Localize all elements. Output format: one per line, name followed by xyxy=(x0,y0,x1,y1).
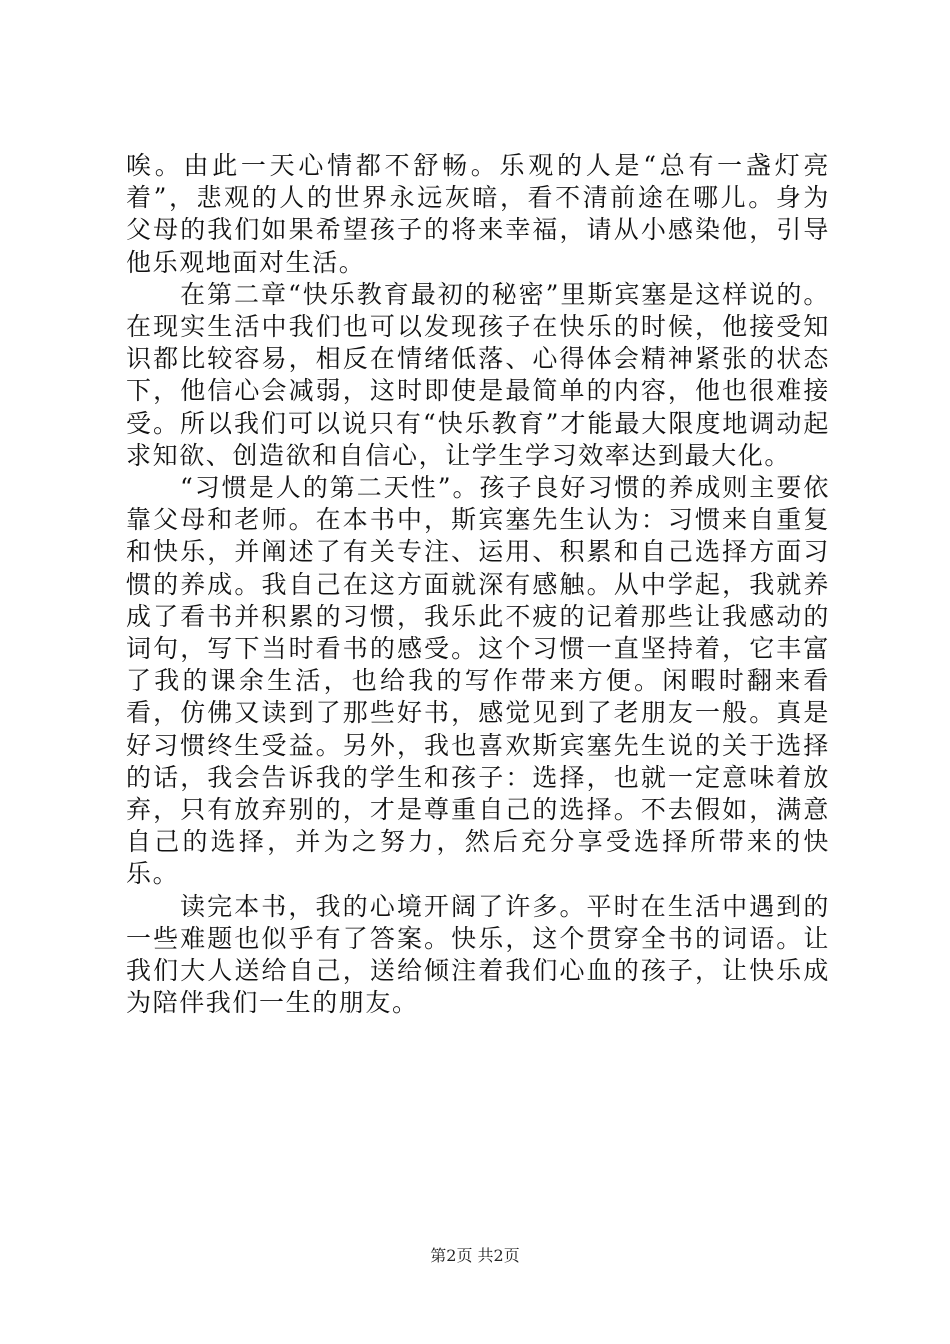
paragraph-2: 在第二章“快乐教育最初的秘密”里斯宾塞是这样说的。在现实生活中我们也可以发现孩子在快乐的时候，他接受知识都比较容易，相反在情绪低落、心得体会精神紧张的状态下，他信心会减弱，这时即使是最简单的内容，他也很难接受。所以我们可以说只有“快乐教育”才能最大限度地调动起求知欲、创造欲和自信心，让学生学习效率达到最大化。 xyxy=(126,279,830,470)
paragraph-1: 唉。由此一天心情都不舒畅。乐观的人是“总有一盏灯亮着”，悲观的人的世界永远灰暗，看不清前途在哪儿。身为父母的我们如果希望孩子的将来幸福，请从小感染他，引导他乐观地面对生活。 xyxy=(126,151,830,277)
paragraph-3: “习惯是人的第二天性”。孩子良好习惯的养成则主要依靠父母和老师。在本书中，斯宾塞先生认为：习惯来自重复和快乐，并阐述了有关专注、运用、积累和自己选择方面习惯的养成。我自己在这方面就深有感触。从中学起，我就养成了看书并积累的习惯，我乐此不疲的记着那些让我感动的词句，写下当时看书的感受。这个习惯一直坚持着，它丰富了我的课余生活，也给我的写作带来方便。闲暇时翻来看看，仿佛又读到了那些好书，感觉见到了老朋友一般。真是好习惯终生受益。另外，我也喜欢斯宾塞先生说的关于选择的话，我会告诉我的学生和孩子：选择，也就一定意味着放弃，只有放弃别的，才是尊重自己的选择。不去假如，满意自己的选择，并为之努力，然后充分享受选择所带来的快乐。 xyxy=(126,473,830,889)
document-body xyxy=(126,150,830,1019)
paragraph-4: 读完本书，我的心境开阔了许多。平时在生活中遇到的一些难题也似乎有了答案。快乐，这个贯穿全书的词语。让我们大人送给自己，送给倾注着我们心血的孩子，让快乐成为陪伴我们一生的朋友。 xyxy=(126,891,830,1018)
page-number-footer: 第2页 共2页 xyxy=(430,1246,520,1265)
